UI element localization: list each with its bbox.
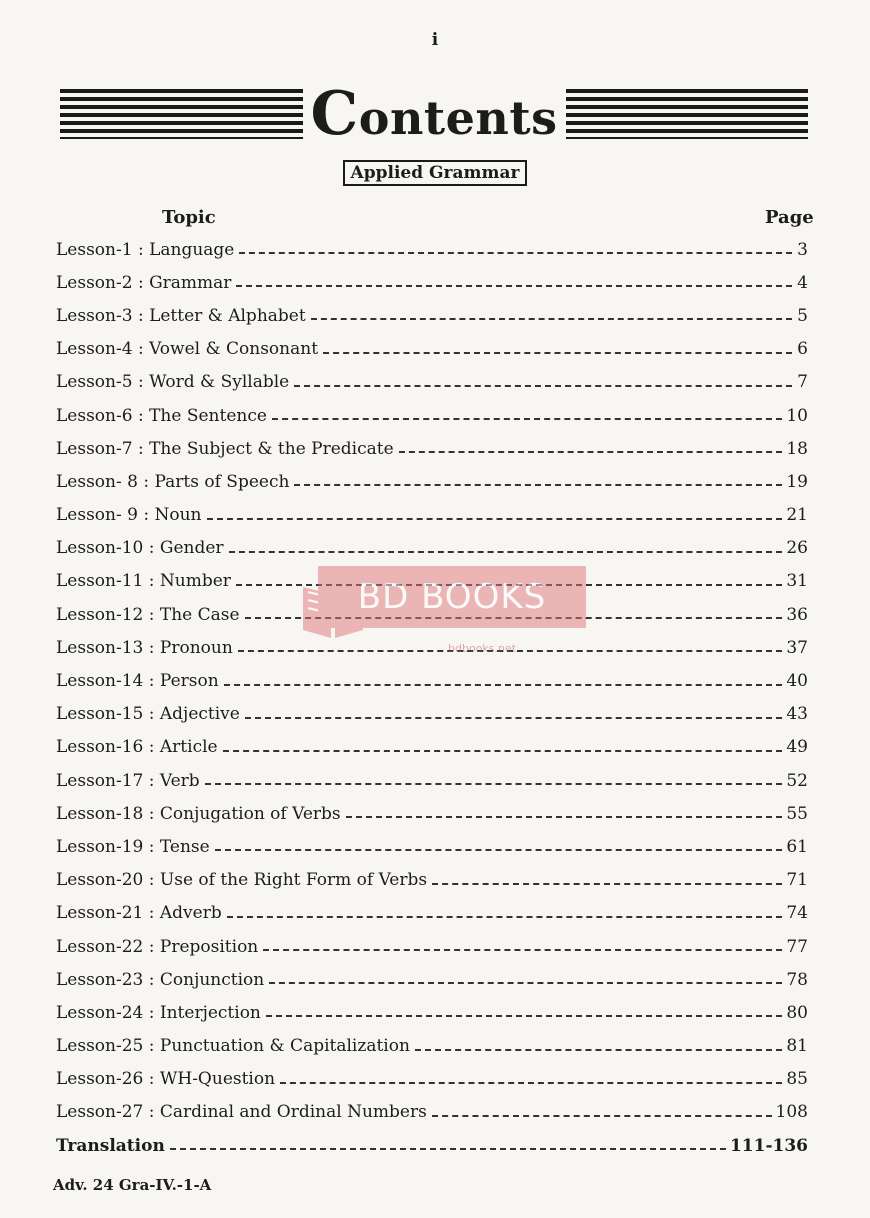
- dot-leader: [266, 1014, 782, 1017]
- toc-entry-title: Lesson-17 : Verb: [56, 770, 200, 791]
- toc-entry-title: Lesson-14 : Person: [56, 671, 219, 692]
- toc-row: [56, 499, 808, 532]
- dot-leader: [323, 351, 792, 354]
- dot-leader: [280, 1081, 782, 1084]
- dot-leader: [170, 1147, 726, 1150]
- dot-leader: [223, 749, 783, 752]
- toc-entry-title: Lesson-12 : The Case: [56, 604, 240, 625]
- toc-row: [56, 233, 808, 266]
- toc-row: [56, 731, 808, 764]
- toc-entry-title: Lesson-16 : Article: [56, 737, 218, 758]
- toc-entry-page: 43: [786, 704, 808, 725]
- dot-leader: [245, 716, 783, 719]
- toc-entry-title: Translation: [56, 1135, 165, 1156]
- toc-entry-page: 77: [786, 936, 808, 957]
- toc-entry-title: Lesson-18 : Conjugation of Verbs: [56, 803, 341, 824]
- toc-entry-page: 81: [786, 1036, 808, 1057]
- dot-leader: [415, 1048, 782, 1051]
- toc-entry-title: Lesson-21 : Adverb: [56, 903, 222, 924]
- toc-entry-page: 80: [786, 1002, 808, 1023]
- toc-entry-title: Lesson-3 : Letter & Alphabet: [56, 305, 306, 326]
- toc-entry-title: Lesson-20 : Use of the Right Form of Verbs: [56, 870, 428, 891]
- toc-row: [56, 465, 808, 498]
- dot-leader: [215, 848, 783, 851]
- section-heading-box: [0, 160, 870, 186]
- toc-entry-page: 40: [786, 671, 808, 692]
- toc-entry-page: 36: [786, 604, 808, 625]
- toc-entry-title: Lesson-19 : Tense: [56, 836, 210, 857]
- toc-row: [56, 830, 808, 863]
- toc-entry-title: Lesson- 9 : Noun: [56, 505, 202, 526]
- toc-entry-title: Lesson-1 : Language: [56, 239, 235, 260]
- dot-leader: [263, 948, 782, 951]
- toc-row: [56, 399, 808, 432]
- dot-leader: [311, 317, 792, 320]
- toc-row: [56, 664, 808, 697]
- dot-leader: [207, 517, 783, 520]
- toc-entry-page: 108: [775, 1102, 808, 1123]
- toc-entry-page: 52: [786, 770, 808, 791]
- toc-entry-title: Lesson-11 : Number: [56, 571, 231, 592]
- footer-code: Adv. 24 Gra-IV.-1-A: [53, 1176, 212, 1194]
- toc-row: [56, 996, 808, 1029]
- dot-leader: [205, 782, 783, 785]
- toc-entry-page: 18: [786, 438, 808, 459]
- toc-entry-title: Lesson-27 : Cardinal and Ordinal Numbers: [56, 1102, 427, 1123]
- toc-entry-title: Lesson-25 : Punctuation & Capitalization: [56, 1036, 410, 1057]
- toc-entry-title: Lesson-5 : Word & Syllable: [56, 372, 290, 393]
- toc-row: [56, 1096, 808, 1129]
- toc-row: [56, 963, 808, 996]
- toc-entry-page: 3: [797, 239, 808, 260]
- dot-leader: [239, 251, 792, 254]
- page-column-header: Page: [765, 207, 814, 228]
- dot-leader: [346, 815, 783, 818]
- title-rule-right: [566, 89, 809, 139]
- toc-row: [56, 266, 808, 299]
- toc-row: [56, 698, 808, 731]
- toc-entry-title: Lesson-13 : Pronoun: [56, 637, 233, 658]
- toc-entry-page: 71: [786, 870, 808, 891]
- toc-entry-page: 78: [786, 969, 808, 990]
- toc-entry-page: 55: [786, 803, 808, 824]
- toc-row: [56, 366, 808, 399]
- table-of-contents: [56, 233, 808, 1162]
- dot-leader: [294, 483, 782, 486]
- dot-leader: [236, 284, 792, 287]
- dot-leader: [224, 683, 783, 686]
- toc-entry-title: Lesson-6 : The Sentence: [56, 405, 267, 426]
- toc-row: [56, 897, 808, 930]
- toc-entry-title: Lesson-26 : WH-Question: [56, 1069, 276, 1090]
- toc-entry-title: Lesson-23 : Conjunction: [56, 969, 265, 990]
- toc-row: [56, 1129, 808, 1162]
- toc-entry-page: 7: [797, 372, 808, 393]
- page-title: Contents: [310, 79, 558, 149]
- toc-entry-title: Lesson-4 : Vowel & Consonant: [56, 339, 319, 360]
- toc-row: [56, 333, 808, 366]
- watermark-url: bdbooks.net: [448, 642, 517, 655]
- watermark-brand: BD BOOKS: [318, 566, 586, 628]
- dot-leader: [269, 981, 782, 984]
- toc-entry-page: 37: [786, 637, 808, 658]
- toc-entry-title: Lesson-2 : Grammar: [56, 272, 232, 293]
- toc-entry-title: Lesson- 8 : Parts of Speech: [56, 471, 290, 492]
- dot-leader: [272, 417, 782, 420]
- dot-leader: [229, 550, 783, 553]
- dot-leader: [432, 1114, 772, 1117]
- toc-row: [56, 930, 808, 963]
- toc-entry-page: 4: [797, 272, 808, 293]
- toc-entry-page: 74: [786, 903, 808, 924]
- toc-entry-title: Lesson-7 : The Subject & the Predicate: [56, 438, 394, 459]
- toc-row: [56, 299, 808, 332]
- toc-row: [56, 532, 808, 565]
- toc-entry-page: 49: [786, 737, 808, 758]
- section-heading: Applied Grammar: [343, 160, 528, 186]
- title-rule-left: [60, 89, 303, 139]
- contents-header: [60, 78, 808, 150]
- toc-row: [56, 797, 808, 830]
- dot-leader: [399, 450, 783, 453]
- toc-entry-page: 85: [786, 1069, 808, 1090]
- toc-entry-page: 10: [786, 405, 808, 426]
- toc-entry-page: 6: [797, 339, 808, 360]
- toc-entry-title: Lesson-24 : Interjection: [56, 1002, 261, 1023]
- toc-entry-title: Lesson-10 : Gender: [56, 538, 224, 559]
- toc-row: [56, 1063, 808, 1096]
- watermark: [298, 566, 586, 664]
- toc-row: [56, 864, 808, 897]
- toc-entry-title: Lesson-22 : Preposition: [56, 936, 259, 957]
- dot-leader: [227, 915, 783, 918]
- toc-row: [56, 1030, 808, 1063]
- toc-entry-page: 31: [786, 571, 808, 592]
- toc-entry-page: 5: [797, 305, 808, 326]
- toc-entry-page: 61: [786, 836, 808, 857]
- toc-row: [56, 764, 808, 797]
- toc-entry-page: 111-136: [729, 1135, 808, 1156]
- toc-entry-title: Lesson-15 : Adjective: [56, 704, 240, 725]
- dot-leader: [294, 384, 792, 387]
- dot-leader: [432, 882, 782, 885]
- toc-row: [56, 432, 808, 465]
- toc-entry-page: 21: [786, 505, 808, 526]
- page-number: i: [431, 30, 439, 50]
- topic-column-header: Topic: [162, 207, 216, 228]
- toc-entry-page: 19: [786, 471, 808, 492]
- toc-entry-page: 26: [786, 538, 808, 559]
